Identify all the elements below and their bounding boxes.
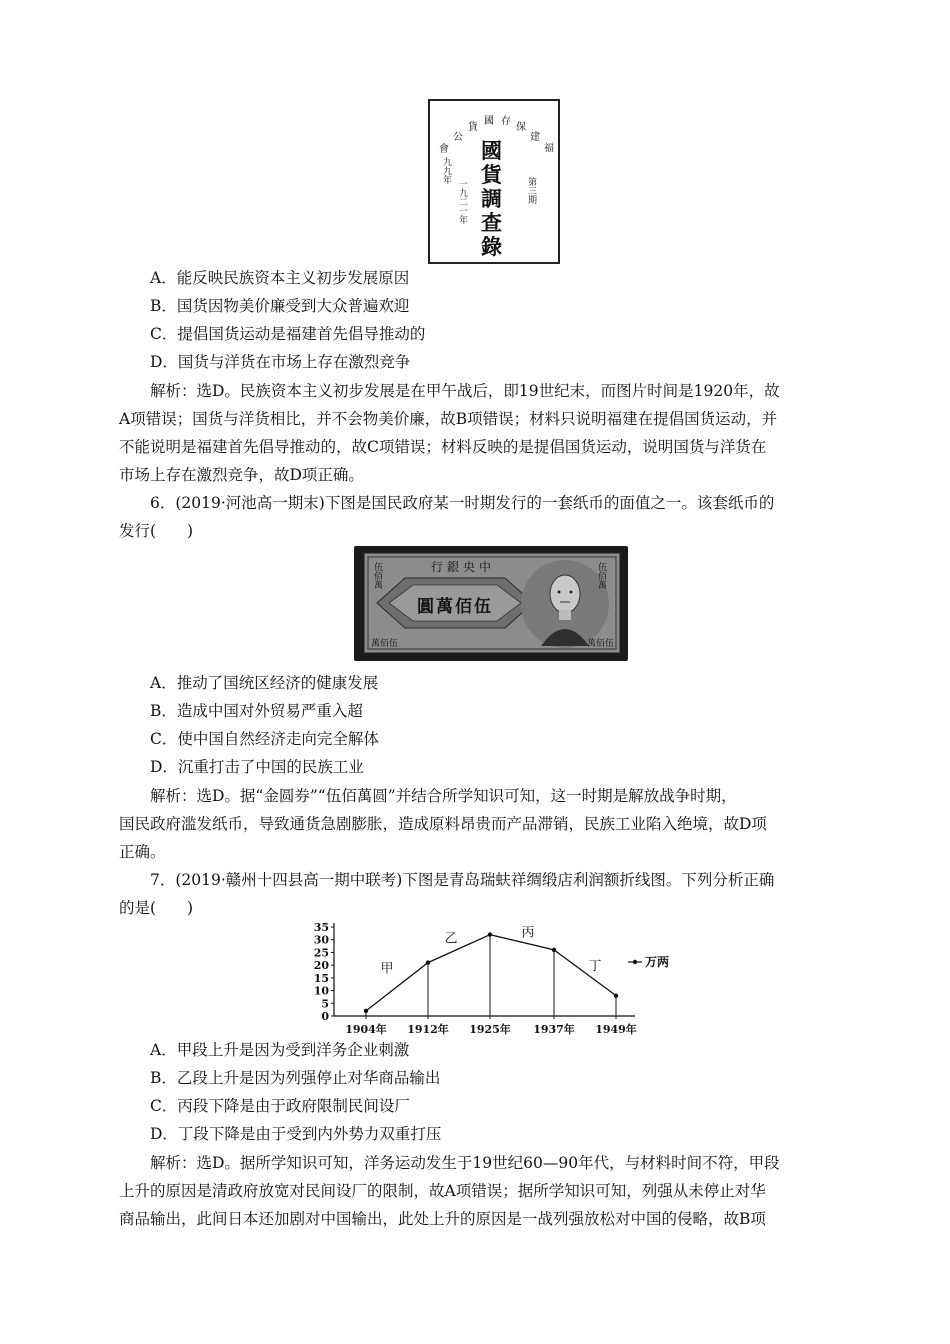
banknote-corner-bl: 萬佰伍 bbox=[371, 639, 399, 649]
data-point bbox=[488, 932, 492, 936]
q6-analysis-line: 正确。 bbox=[119, 843, 166, 861]
card-arc-char: 存 bbox=[501, 116, 511, 127]
card-year-left: 九九年 bbox=[441, 157, 451, 184]
q7-analysis-line: 解析：选D。据所学知识可知，洋务运动发生于19世纪60—90年代，与材料时间不符，甲段 bbox=[150, 1154, 780, 1172]
data-point bbox=[364, 1009, 368, 1013]
y-tick-label: 20 bbox=[313, 959, 329, 973]
card-title-char: 調 bbox=[481, 186, 502, 211]
y-tick-label: 30 bbox=[313, 933, 329, 947]
x-tick-label: 1949年 bbox=[595, 1023, 637, 1036]
q5-analysis-line: A项错误；国货与洋货相比，并不会物美价廉，故B项错误；材料只说明福建在提倡国货运动，并 bbox=[119, 410, 778, 428]
banknote-image bbox=[354, 546, 628, 661]
banknote-corner-br: 萬佰伍 bbox=[587, 639, 615, 649]
q7-stem-line: 的是( ) bbox=[119, 899, 194, 917]
card-title-char: 國 bbox=[481, 138, 502, 163]
x-tick-label: 1904年 bbox=[345, 1023, 387, 1036]
data-point bbox=[614, 993, 618, 997]
q6-analysis-line: 国民政府滥发纸币，导致通货急剧膨胀，造成原料昂贵而产品滞销，民族工业陷入绝境，故D项 bbox=[119, 815, 767, 833]
card-arc-char: 貨 bbox=[468, 122, 478, 133]
card-title-char: 查 bbox=[481, 210, 502, 235]
q6-stem-line: 6．(2019·河池高一期末)下图是国民政府某一时期发行的一套纸币的面值之一。该套纸币的 bbox=[150, 494, 775, 512]
y-tick-label: 0 bbox=[321, 1010, 329, 1023]
q7-analysis-line: 商品输出，此间日本还加剧对中国输出，此处上升的原因是一战列强放松对中国的侵略，故B项 bbox=[119, 1210, 766, 1228]
y-tick-label: 35 bbox=[313, 921, 329, 934]
banknote-denomination: 圓萬佰伍 bbox=[417, 597, 493, 617]
card-title-char: 貨 bbox=[481, 162, 502, 187]
q7-analysis-line: 上升的原因是清政府放宽对民间设厂的限制，故A项错误；据所学知识可知，列强从未停止对华 bbox=[119, 1182, 766, 1200]
banknote-bank-name: 行銀央中 bbox=[431, 560, 496, 574]
data-point bbox=[426, 960, 430, 964]
x-tick-label: 1912年 bbox=[407, 1023, 449, 1036]
legend-marker bbox=[633, 960, 637, 964]
q5-option-d: D．国货与洋货在市场上存在激烈竞争 bbox=[150, 353, 411, 371]
profit-series-line bbox=[366, 935, 616, 1011]
data-point bbox=[552, 948, 556, 952]
q5-option-b: B．国货因物美价廉受到大众普遍欢迎 bbox=[150, 297, 410, 315]
x-tick-label: 1925年 bbox=[469, 1023, 511, 1036]
q6-option-c: C．使中国自然经济走向完全解体 bbox=[150, 730, 379, 748]
q7-option-a: A．甲段上升是因为受到洋务企业刺激 bbox=[150, 1041, 410, 1059]
banknote-face bbox=[364, 553, 620, 653]
card-issue: 第三期 bbox=[526, 177, 536, 204]
card-arc-char: 建 bbox=[530, 132, 540, 143]
segment-label: 乙 bbox=[444, 931, 458, 947]
y-tick-label: 5 bbox=[321, 997, 329, 1011]
card-arc-char: 福 bbox=[544, 143, 554, 154]
guohuo-survey-card-image bbox=[428, 99, 560, 264]
q7-option-b: B．乙段上升是因为列强停止对华商品输出 bbox=[150, 1069, 441, 1087]
q7-option-d: D．丁段下降是由于受到内外势力双重打压 bbox=[150, 1125, 442, 1143]
x-tick-label: 1937年 bbox=[533, 1023, 575, 1036]
banknote-corner-tr: 伍佰萬 bbox=[596, 562, 606, 589]
q5-option-a: A．能反映民族资本主义初步发展原因 bbox=[150, 269, 410, 287]
q6-option-d: D．沉重打击了中国的民族工业 bbox=[150, 758, 364, 776]
q6-stem-line: 发行( ) bbox=[119, 522, 194, 540]
q5-analysis-line: 解析：选D。民族资本主义初步发展是在甲午战后，即19世纪末，而图片时间是1920年，故 bbox=[150, 382, 780, 400]
q7-option-c: C．丙段下降是由于政府限制民间设厂 bbox=[150, 1097, 410, 1115]
y-tick-label: 10 bbox=[313, 984, 329, 998]
segment-label: 甲 bbox=[380, 961, 394, 977]
q6-option-b: B．造成中国对外贸易严重入超 bbox=[150, 702, 363, 720]
banknote-corner-tl: 伍佰萬 bbox=[372, 562, 382, 589]
segment-label: 丁 bbox=[588, 958, 602, 974]
profit-line-chart bbox=[300, 917, 670, 1037]
q6-analysis-line: 解析：选D。据“金圆券”“伍佰萬圆”并结合所学知识可知，这一时期是解放战争时期， bbox=[150, 787, 737, 805]
y-tick-label: 25 bbox=[313, 946, 329, 960]
card-arc-char: 國 bbox=[484, 116, 494, 127]
card-arc-char: 保 bbox=[516, 122, 526, 133]
y-tick-label: 15 bbox=[313, 971, 329, 985]
q5-option-c: C．提倡国货运动是福建首先倡导推动的 bbox=[150, 325, 426, 343]
legend-label: 万两 bbox=[645, 955, 670, 969]
card-arc-char: 會 bbox=[439, 144, 449, 155]
card-title-char: 錄 bbox=[481, 234, 502, 259]
q5-analysis-line: 不能说明是福建首先倡导推动的，故C项错误；材料反映的是提倡国货运动，说明国货与洋货在 bbox=[119, 438, 767, 456]
q7-stem-line: 7．(2019·赣州十四县高一期中联考)下图是青岛瑞蚨祥绸缎店利润额折线图。下列分析正确 bbox=[150, 871, 775, 889]
segment-label: 丙 bbox=[521, 925, 535, 941]
q5-analysis-line: 市场上存在激烈竞争，故D项正确。 bbox=[119, 466, 364, 484]
card-arc-char: 公 bbox=[453, 132, 463, 143]
q6-option-a: A．推动了国统区经济的健康发展 bbox=[150, 674, 379, 692]
card-year-mid: 一九二一年 bbox=[457, 179, 467, 224]
